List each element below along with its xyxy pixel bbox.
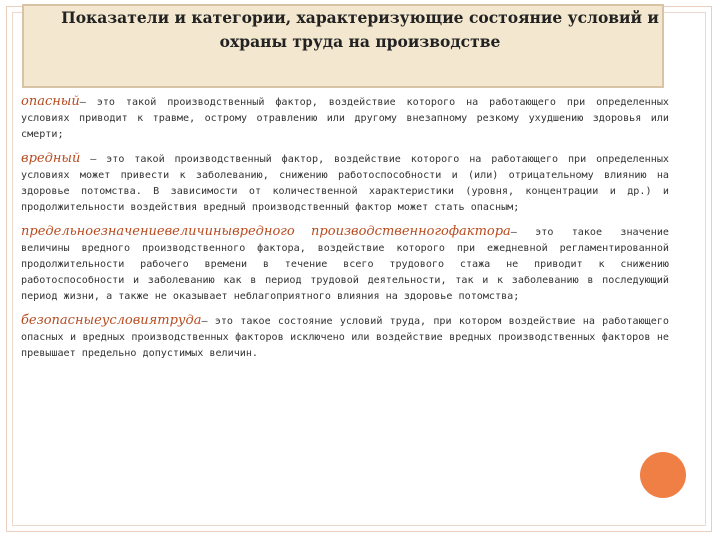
definition-term: безопасныеусловиятруда	[21, 313, 202, 328]
definition-term: опасный	[21, 94, 80, 109]
slide-title	[0, 6, 720, 54]
decorative-orange-circle	[640, 452, 686, 498]
definition-text: – это такой производственный фактор, воздействие которого на работающего при определенных условиях приводит к травме, острому отравлению или другому внезапному резкому ухудшению здоровья или смерти;	[21, 97, 669, 140]
definition-dangerous	[21, 94, 669, 143]
definition-harmful	[21, 151, 669, 216]
definition-limit-value	[21, 224, 669, 305]
definition-safe-conditions	[21, 313, 669, 362]
definition-term: предельноезначениевеличинывредного производственногофактора	[21, 224, 511, 239]
definition-term: вредный	[21, 151, 81, 166]
definition-text: – это такое значение величины вредного производственного фактора, воздействие которого при ежедневной регламентированной продолжительности рабочего времени в течение всего трудового стажа не приводит к снижению работоспособности и заболеванию как в период трудовой деятельности, так и к заболеванию в последующий период жизни, а также не оказывает неблагоприятного влияния на здоровье потомства;	[21, 227, 669, 302]
slide-title-line-1: Показатели и категории, характеризующие состояние условий и	[61, 8, 659, 27]
definition-text: – это такой производственный фактор, воздействие которого на работающего при определенных условиях может привести к заболеванию, снижению работоспособности и (или) отрицательному влиянию на здоровье потомства. В зависимости от количественной характеристики (уровня, концентрации и др.) и продолжительности воздействия вредный производственный фактор может стать опасным;	[21, 154, 669, 213]
slide-title-line-2: охраны труда на производстве	[219, 32, 501, 51]
definition-text: – это такое состояние условий труда, при котором воздействие на работающего опасных и вредных производственных факторов исключено или воздействие вредных производственных факторов не превышает предельно допустимых величин.	[21, 316, 669, 359]
definitions-list	[21, 94, 669, 370]
